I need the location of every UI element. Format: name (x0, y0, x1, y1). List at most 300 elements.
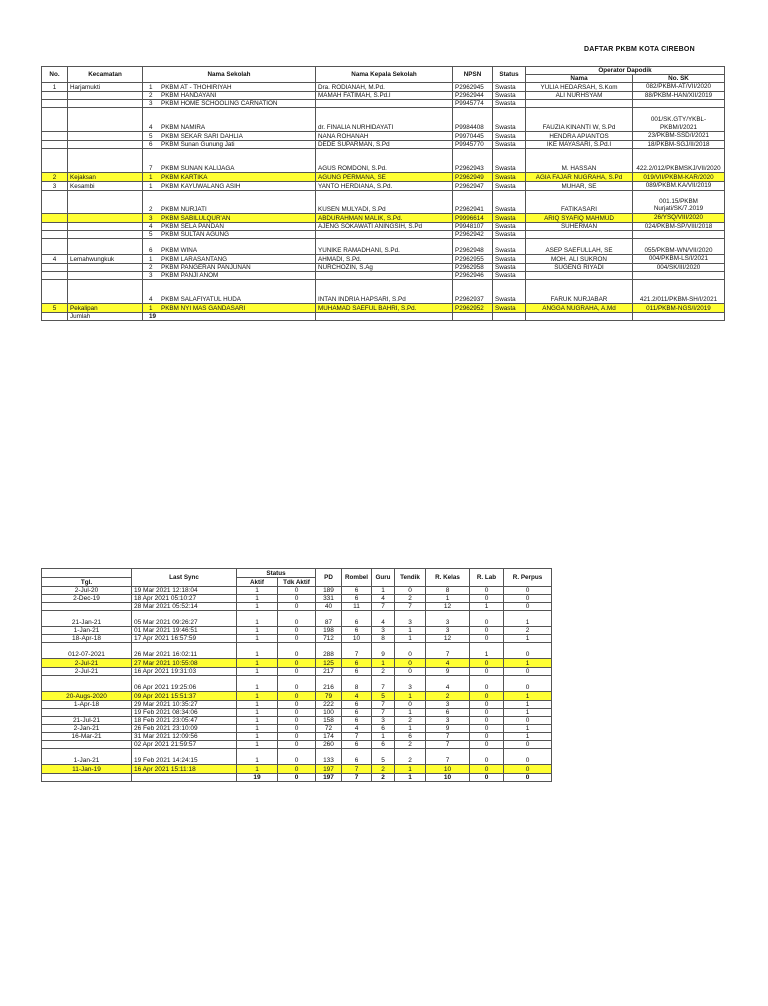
r-kelas-cell: 8 (426, 587, 470, 595)
header-tgl: Tgl. (42, 578, 132, 587)
table-row (42, 587, 552, 595)
operator-sk-cell: 004/SK/III/2020 (633, 263, 725, 272)
school-index: 2 (149, 92, 153, 99)
pd-cell: 158 (316, 717, 342, 725)
tdk-aktif-cell: 0 (278, 635, 316, 643)
operator-name-cell: AGIA FAJAR NUGRAHA, S.Pd (526, 173, 633, 182)
school-name: PKBM LARASANTANG (161, 255, 228, 263)
school-index: 3 (149, 100, 153, 107)
r-lab-cell: 0 (470, 611, 504, 627)
header-npsn: NPSN (453, 67, 493, 83)
school-index: 4 (149, 296, 153, 303)
guru-cell: 8 (372, 635, 395, 643)
school-index: 6 (149, 141, 153, 148)
r-perpus-cell: 1 (504, 733, 552, 741)
school-name: PKBM NURJATI (161, 205, 207, 213)
table-row (42, 132, 725, 141)
school-name-cell (143, 255, 316, 264)
school-index: 1 (149, 305, 153, 312)
operator-name-cell: ASEP SAEFULLAH, SE (526, 239, 633, 255)
kecamatan-cell (68, 213, 143, 222)
school-index: 1 (149, 182, 153, 190)
kecamatan-cell: Kejaksan (68, 173, 143, 182)
kecamatan-cell (68, 272, 143, 280)
rombel-cell: 7 (342, 733, 372, 741)
r-perpus-cell: 2 (504, 627, 552, 635)
pd-cell: 125 (316, 659, 342, 668)
row-no (42, 100, 68, 108)
r-perpus-cell: 1 (504, 709, 552, 717)
r-lab-cell: 0 (470, 587, 504, 595)
row-no (42, 140, 68, 149)
rombel-cell: 8 (342, 676, 372, 692)
r-kelas-cell: 4 (426, 659, 470, 668)
total-blank (316, 313, 453, 321)
last-sync-cell: 26 Mar 2021 16:02:11 (132, 643, 237, 659)
pd-cell: 216 (316, 676, 342, 692)
school-index: 2 (149, 264, 153, 271)
guru-cell: 4 (372, 611, 395, 627)
r-perpus-cell: 1 (504, 659, 552, 668)
total-blank (42, 313, 68, 321)
guru-cell: 1 (372, 733, 395, 741)
header-kepala-sekolah: Nama Kepala Sekolah (316, 67, 453, 83)
status-cell: Swasta (493, 263, 526, 272)
rombel-cell: 6 (342, 717, 372, 725)
school-name-cell (143, 140, 316, 149)
r-perpus-cell: 0 (504, 749, 552, 765)
school-name: PKBM NAMIRA (161, 124, 206, 131)
tdk-aktif-cell: 0 (278, 765, 316, 774)
header-pd: PD (316, 569, 342, 587)
table-row (42, 100, 725, 108)
kecamatan-cell: Lemahwungkuk (68, 255, 143, 264)
pd-cell: 79 (316, 692, 342, 701)
guru-cell: 6 (372, 741, 395, 749)
r-lab-cell: 0 (470, 635, 504, 643)
guru-cell: 9 (372, 643, 395, 659)
operator-sk-cell: 089/PKBM.KA/VII/2019 (633, 182, 725, 191)
status-cell: Swasta (493, 239, 526, 255)
headmaster-cell: NURCHOZIN, S.Ag (316, 263, 453, 272)
table-row (42, 595, 552, 603)
total-blank (493, 313, 526, 321)
pd-cell: 189 (316, 587, 342, 595)
tdk-aktif-cell: 0 (278, 701, 316, 709)
school-name: PKBM PANJI ANOM (161, 272, 219, 279)
school-index: 1 (149, 174, 153, 181)
aktif-cell: 1 (237, 603, 278, 611)
tendik-cell: 3 (395, 676, 426, 692)
school-index: 5 (149, 231, 153, 238)
status-cell: Swasta (493, 149, 526, 173)
total-blank (132, 774, 237, 782)
table-row (42, 263, 725, 272)
last-sync-cell: 31 Mar 2021 12:09:56 (132, 733, 237, 741)
table-row (42, 717, 552, 725)
school-name-cell (143, 213, 316, 222)
headmaster-cell: KUSEN MULYADI, S.Pd (316, 190, 453, 213)
row-no (42, 190, 68, 213)
rombel-cell: 6 (342, 587, 372, 595)
tgl-cell: 2-Jul-20 (42, 587, 132, 595)
table-row (42, 635, 552, 643)
headmaster-cell: MUHAMAD SAEFUL BAHRI, S.Pd. (316, 304, 453, 313)
headmaster-cell: YUNIKE RAMADHANI, S.Pd. (316, 239, 453, 255)
table-row (42, 701, 552, 709)
tdk-aktif-cell: 0 (278, 725, 316, 733)
school-index: 1 (149, 83, 153, 91)
r-perpus-cell: 0 (504, 741, 552, 749)
tendik-cell: 0 (395, 659, 426, 668)
rombel-cell: 6 (342, 709, 372, 717)
last-sync-cell: 19 Mar 2021 12:18:04 (132, 587, 237, 595)
npsn-cell: P9970445 (453, 132, 493, 141)
total-aktif-cell: 19 (237, 774, 278, 782)
r-lab-cell: 0 (470, 595, 504, 603)
operator-name-cell (526, 231, 633, 239)
rombel-cell: 6 (342, 668, 372, 676)
r-perpus-cell: 1 (504, 635, 552, 643)
tdk-aktif-cell: 0 (278, 749, 316, 765)
tdk-aktif-cell: 0 (278, 709, 316, 717)
table-row (42, 108, 725, 132)
header-r-kelas: R. Kelas (426, 569, 470, 587)
header-r-lab: R. Lab (470, 569, 504, 587)
aktif-cell: 1 (237, 717, 278, 725)
headmaster-cell: AGUNG PERMANA, SE (316, 173, 453, 182)
rombel-cell: 6 (342, 611, 372, 627)
school-name-cell (143, 91, 316, 100)
operator-name-cell: ANGGA NUGRAHA, A.Md (526, 304, 633, 313)
r-lab-cell: 0 (470, 733, 504, 741)
status-cell: Swasta (493, 91, 526, 100)
kecamatan-cell (68, 222, 143, 231)
row-no: 1 (42, 83, 68, 92)
last-sync-cell: 26 Feb 2021 23:10:09 (132, 725, 237, 733)
headmaster-cell: AGUS ROMDONI, S.Pd. (316, 149, 453, 173)
operator-sk-cell: 001/SK.GTY/YKBL-PKBM/I/2021 (633, 108, 725, 132)
guru-cell: 1 (372, 587, 395, 595)
tdk-aktif-cell: 0 (278, 587, 316, 595)
aktif-cell: 1 (237, 659, 278, 668)
status-cell: Swasta (493, 100, 526, 108)
operator-sk-cell: 001.15/PKBM Nurjati/SK/7.2019 (633, 190, 725, 213)
header-last-sync: Last Sync (132, 569, 237, 587)
tendik-cell: 3 (395, 611, 426, 627)
last-sync-cell: 19 Feb 2021 14:24:15 (132, 749, 237, 765)
headmaster-cell: AHMADI, S.Pd. (316, 255, 453, 264)
aktif-cell: 1 (237, 635, 278, 643)
tgl-cell: 1-Jan-21 (42, 627, 132, 635)
row-no (42, 132, 68, 141)
total-label: Jumlah (68, 313, 143, 321)
r-lab-cell: 0 (470, 765, 504, 774)
pd-cell: 712 (316, 635, 342, 643)
r-perpus-cell: 0 (504, 717, 552, 725)
school-name-cell (143, 239, 316, 255)
tendik-cell: 0 (395, 701, 426, 709)
operator-sk-cell: 055/PKBM-WN/VII/2020 (633, 239, 725, 255)
kecamatan-cell: Harjamukti (68, 83, 143, 92)
operator-sk-cell (633, 272, 725, 280)
tgl-cell: 21-Jan-21 (42, 611, 132, 627)
headmaster-cell: INTAN INDRIA HAPSARI, S.Pd (316, 280, 453, 304)
operator-name-cell: M. HASSAN (526, 149, 633, 173)
npsn-cell: P2962941 (453, 190, 493, 213)
last-sync-cell: 18 Feb 2021 23:05:47 (132, 717, 237, 725)
school-name: PKBM HANDAYANI (161, 92, 217, 99)
status-cell: Swasta (493, 140, 526, 149)
npsn-cell: P9984408 (453, 108, 493, 132)
last-sync-cell: 09 Apr 2021 15:51:37 (132, 692, 237, 701)
r-lab-cell: 0 (470, 725, 504, 733)
tdk-aktif-cell: 0 (278, 733, 316, 741)
school-name-cell (143, 190, 316, 213)
r-lab-cell: 0 (470, 717, 504, 725)
total-r-kelas-cell: 10 (426, 774, 470, 782)
row-no: 5 (42, 304, 68, 313)
pd-cell: 222 (316, 701, 342, 709)
last-sync-cell: 18 Apr 2021 05:10:27 (132, 595, 237, 603)
table-row (42, 239, 725, 255)
r-kelas-cell: 12 (426, 603, 470, 611)
total-row (42, 313, 725, 321)
tgl-cell: 2-Jul-21 (42, 659, 132, 668)
aktif-cell: 1 (237, 587, 278, 595)
table-row (42, 149, 725, 173)
aktif-cell: 1 (237, 733, 278, 741)
table-row (42, 222, 725, 231)
tendik-cell: 1 (395, 692, 426, 701)
r-kelas-cell: 6 (426, 709, 470, 717)
headmaster-cell: MAMAH FATIMAH, S.Pd.I (316, 91, 453, 100)
total-tdk-aktif-cell: 0 (278, 774, 316, 782)
header-rombel: Rombel (342, 569, 372, 587)
rombel-cell: 6 (342, 659, 372, 668)
operator-name-cell: MUHAR, SE (526, 182, 633, 191)
status-cell: Swasta (493, 304, 526, 313)
status-cell: Swasta (493, 173, 526, 182)
school-name: PKBM KARTIKA (161, 174, 208, 181)
kecamatan-cell (68, 239, 143, 255)
tgl-cell: 21-Jul-21 (42, 717, 132, 725)
r-lab-cell: 0 (470, 692, 504, 701)
guru-cell: 2 (372, 668, 395, 676)
aktif-cell: 1 (237, 709, 278, 717)
r-lab-cell: 0 (470, 701, 504, 709)
npsn-cell: P2962942 (453, 231, 493, 239)
r-kelas-cell: 9 (426, 725, 470, 733)
school-name: PKBM SABILULQUR'AN (161, 214, 231, 222)
table-row (42, 643, 552, 659)
operator-sk-cell: 23/PKBM-SSD/I/2021 (633, 132, 725, 141)
tgl-cell (42, 709, 132, 717)
headmaster-cell: YANTO HERDIANA, S.Pd. (316, 182, 453, 191)
school-name-cell (143, 222, 316, 231)
aktif-cell: 1 (237, 749, 278, 765)
last-sync-cell: 01 Mar 2021 19:46:51 (132, 627, 237, 635)
aktif-cell: 1 (237, 611, 278, 627)
row-no (42, 272, 68, 280)
kecamatan-cell (68, 263, 143, 272)
school-name: PKBM SUNAN KALIJAGA (161, 165, 235, 172)
r-lab-cell: 0 (470, 749, 504, 765)
school-index: 7 (149, 165, 153, 172)
last-sync-cell: 16 Apr 2021 19:31:03 (132, 668, 237, 676)
school-name-cell (143, 108, 316, 132)
rombel-cell: 6 (342, 627, 372, 635)
aktif-cell: 1 (237, 701, 278, 709)
r-kelas-cell: 3 (426, 611, 470, 627)
school-index: 4 (149, 124, 153, 131)
table-row (42, 255, 725, 264)
header-r-perpus: R. Perpus (504, 569, 552, 587)
row-no (42, 280, 68, 304)
school-name-cell (143, 100, 316, 108)
headmaster-cell: ABDURAHMAN MALIK, S.Pd. (316, 213, 453, 222)
tgl-cell: 2-Dec-19 (42, 595, 132, 603)
aktif-cell: 1 (237, 692, 278, 701)
operator-sk-cell: 082/PKBM-AT/VII/2020 (633, 83, 725, 92)
table-row (42, 611, 552, 627)
tgl-cell: 18-Apr-18 (42, 635, 132, 643)
table-row (42, 603, 552, 611)
rombel-cell: 6 (342, 595, 372, 603)
table-row (42, 627, 552, 635)
tgl-cell: 2-Jan-21 (42, 725, 132, 733)
r-kelas-cell: 3 (426, 627, 470, 635)
tdk-aktif-cell: 0 (278, 692, 316, 701)
operator-name-cell: MOH. ALI SUKRON (526, 255, 633, 264)
pd-cell: 260 (316, 741, 342, 749)
kecamatan-cell (68, 280, 143, 304)
operator-name-cell: HENDRA APIANTOS (526, 132, 633, 141)
tendik-cell: 1 (395, 725, 426, 733)
table-row (42, 304, 725, 313)
total-blank (526, 313, 633, 321)
school-name: PKBM SULTAN AGUNG (161, 231, 229, 238)
r-kelas-cell: 7 (426, 741, 470, 749)
row-no (42, 149, 68, 173)
r-kelas-cell: 7 (426, 733, 470, 741)
operator-name-cell: FAUZIA KINANTI W, S.Pd (526, 108, 633, 132)
status-cell: Swasta (493, 255, 526, 264)
r-lab-cell: 0 (470, 676, 504, 692)
table-row (42, 231, 725, 239)
school-name: PKBM NYI MAS GANDASARI (161, 305, 246, 312)
r-lab-cell: 1 (470, 643, 504, 659)
operator-sk-cell: 004/PKBM-LS/I/2021 (633, 255, 725, 264)
npsn-cell: P2962952 (453, 304, 493, 313)
total-rombel-cell: 7 (342, 774, 372, 782)
header-operator-sk: No. SK (633, 75, 725, 83)
header-tendik: Tendik (395, 569, 426, 587)
npsn-cell: P9996614 (453, 213, 493, 222)
aktif-cell: 1 (237, 741, 278, 749)
r-perpus-cell: 1 (504, 701, 552, 709)
pd-cell: 133 (316, 749, 342, 765)
headmaster-cell: AJENG SOKAWATI ANINGSIH, S.Pd (316, 222, 453, 231)
npsn-cell: P2962949 (453, 173, 493, 182)
operator-name-cell: YULIA HEDARSAH, S.Kom (526, 83, 633, 92)
rombel-cell: 6 (342, 701, 372, 709)
table-row (42, 659, 552, 668)
school-index: 1 (149, 255, 153, 263)
status-cell: Swasta (493, 222, 526, 231)
r-perpus-cell: 1 (504, 725, 552, 733)
guru-cell: 7 (372, 709, 395, 717)
aktif-cell: 1 (237, 725, 278, 733)
r-kelas-cell: 7 (426, 643, 470, 659)
r-kelas-cell: 3 (426, 717, 470, 725)
total-tendik-cell: 1 (395, 774, 426, 782)
total-blank (453, 313, 493, 321)
tgl-cell: 1-Jan-21 (42, 749, 132, 765)
last-sync-cell: 19 Feb 2021 08:34:06 (132, 709, 237, 717)
guru-cell: 2 (372, 765, 395, 774)
headmaster-cell (316, 231, 453, 239)
total-pd-cell: 197 (316, 774, 342, 782)
school-index: 4 (149, 223, 153, 230)
operator-name-cell: ARIQ SYAFIQ MAHMUD (526, 213, 633, 222)
kecamatan-cell: Pekalipan (68, 304, 143, 313)
school-name-cell (143, 182, 316, 191)
header-tgl-top (42, 569, 132, 578)
rombel-cell: 10 (342, 635, 372, 643)
headmaster-cell (316, 100, 453, 108)
r-kelas-cell: 7 (426, 749, 470, 765)
npsn-cell: P9948107 (453, 222, 493, 231)
rombel-cell: 4 (342, 725, 372, 733)
headmaster-cell: DEDE SUPARMAN, S.Pd (316, 140, 453, 149)
tendik-cell: 1 (395, 635, 426, 643)
school-name: PKBM SELA PANDAN (161, 223, 224, 230)
table-row (42, 280, 725, 304)
row-no (42, 222, 68, 231)
school-index: 3 (149, 214, 153, 222)
school-name: PKBM AT - THOHIRIYAH (161, 83, 232, 91)
status-cell: Swasta (493, 83, 526, 92)
table-row (42, 140, 725, 149)
status-cell: Swasta (493, 108, 526, 132)
npsn-cell: P2962946 (453, 272, 493, 280)
row-no (42, 231, 68, 239)
pd-cell: 288 (316, 643, 342, 659)
last-sync-cell: 05 Mar 2021 09:26:27 (132, 611, 237, 627)
r-kelas-cell: 1 (426, 595, 470, 603)
tendik-cell: 1 (395, 709, 426, 717)
last-sync-cell: 29 Mar 2021 10:35:27 (132, 701, 237, 709)
operator-sk-cell: 26/YSQ/VIII/2020 (633, 213, 725, 222)
table-row (42, 173, 725, 182)
status-cell: Swasta (493, 213, 526, 222)
school-name-cell (143, 304, 316, 313)
operator-sk-cell: 18/PKBM-SGJ/II/2018 (633, 140, 725, 149)
header-operator-nama: Nama (526, 75, 633, 83)
tdk-aktif-cell: 0 (278, 611, 316, 627)
tendik-cell: 6 (395, 733, 426, 741)
rombel-cell: 7 (342, 765, 372, 774)
pd-cell: 198 (316, 627, 342, 635)
row-no (42, 91, 68, 100)
school-name-cell (143, 280, 316, 304)
operator-name-cell: FARUK NURJABAR (526, 280, 633, 304)
total-blank (633, 313, 725, 321)
total-value: 19 (143, 313, 316, 321)
last-sync-cell: 02 Apr 2021 21:59:57 (132, 741, 237, 749)
pd-cell: 217 (316, 668, 342, 676)
